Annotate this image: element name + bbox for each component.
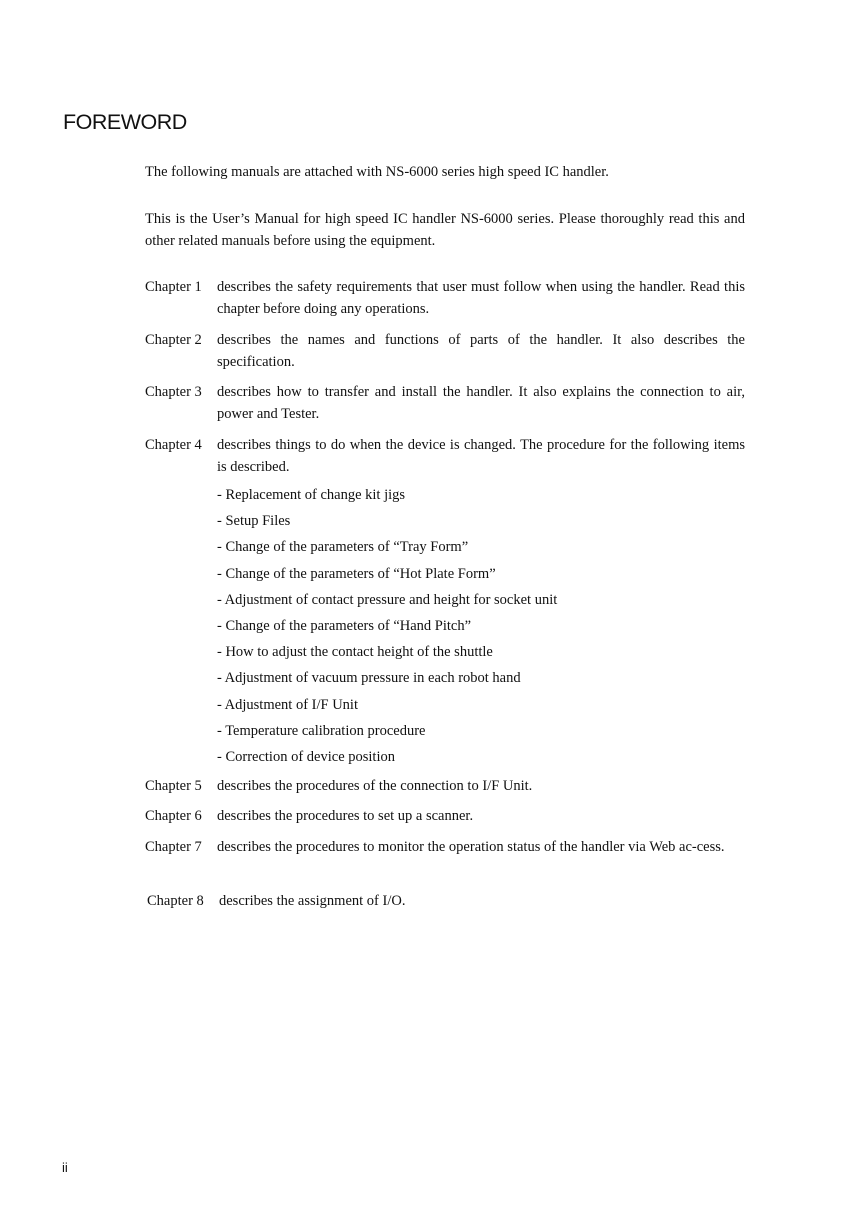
chapter-label: Chapter 3 <box>145 384 202 400</box>
intro-paragraph-1: The following manuals are attached with NS-6000 series high speed IC handler. <box>145 164 609 180</box>
chapter-description: describes the procedures to set up a scanner. <box>217 808 474 824</box>
chapter-1-entry <box>145 276 745 320</box>
chapter-description: describes the safety requirements that user must follow when using the handler. Read this chapter before doing any operations. <box>217 279 745 317</box>
list-item: - Adjustment of I/F Unit <box>217 696 358 713</box>
procedure-list <box>217 482 745 770</box>
chapter-2-entry <box>145 329 745 373</box>
list-item: - Correction of device position <box>217 749 395 766</box>
chapter-label: Chapter 2 <box>145 332 202 348</box>
chapter-3-entry <box>145 381 745 425</box>
list-item: - Adjustment of contact pressure and height for socket unit <box>217 591 558 608</box>
chapter-description: describes things to do when the device is changed. The procedure for the following items is described. <box>217 437 745 475</box>
chapter-label: Chapter 7 <box>145 839 202 855</box>
chapter-description: describes the names and functions of parts of the handler. It also describes the specification. <box>217 332 745 370</box>
list-item: - Change of the parameters of “Tray Form” <box>217 539 469 556</box>
chapter-description: describes the assignment of I/O. <box>219 893 406 909</box>
chapter-label: Chapter 5 <box>145 778 202 794</box>
chapter-4-entry <box>145 434 745 770</box>
chapter-8-entry <box>147 890 747 912</box>
chapter-5-entry <box>145 775 745 797</box>
chapter-7-entry <box>145 836 745 858</box>
list-item: - How to adjust the contact height of the shuttle <box>217 644 493 661</box>
chapter-description: describes the procedures of the connection to I/F Unit. <box>217 778 533 794</box>
list-item: - Change of the parameters of “Hot Plate Form” <box>217 565 496 582</box>
chapter-label: Chapter 1 <box>145 279 202 295</box>
list-item: - Adjustment of vacuum pressure in each robot hand <box>217 670 521 687</box>
intro-paragraph-2: This is the User’s Manual for high speed IC handler NS-6000 series. Please thoroughly read this and other related manuals before using the equipment. <box>145 211 745 249</box>
page-title: FOREWORD <box>63 110 187 134</box>
list-item: - Temperature calibration procedure <box>217 722 426 739</box>
list-item: - Change of the parameters of “Hand Pitch” <box>217 618 472 635</box>
chapter-description: describes how to transfer and install the handler. It also explains the connection to air, power and Tester. <box>217 384 745 422</box>
chapter-description: describes the procedures to monitor the operation status of the handler via Web ac-cess. <box>217 839 725 855</box>
chapter-label: Chapter 8 <box>147 893 204 909</box>
list-item: - Replacement of change kit jigs <box>217 487 406 503</box>
chapter-label: Chapter 4 <box>145 437 202 453</box>
chapter-6-entry <box>145 805 745 827</box>
chapter-label: Chapter 6 <box>145 808 202 824</box>
page-number: ii <box>62 1160 68 1175</box>
list-item: - Setup Files <box>217 513 291 530</box>
